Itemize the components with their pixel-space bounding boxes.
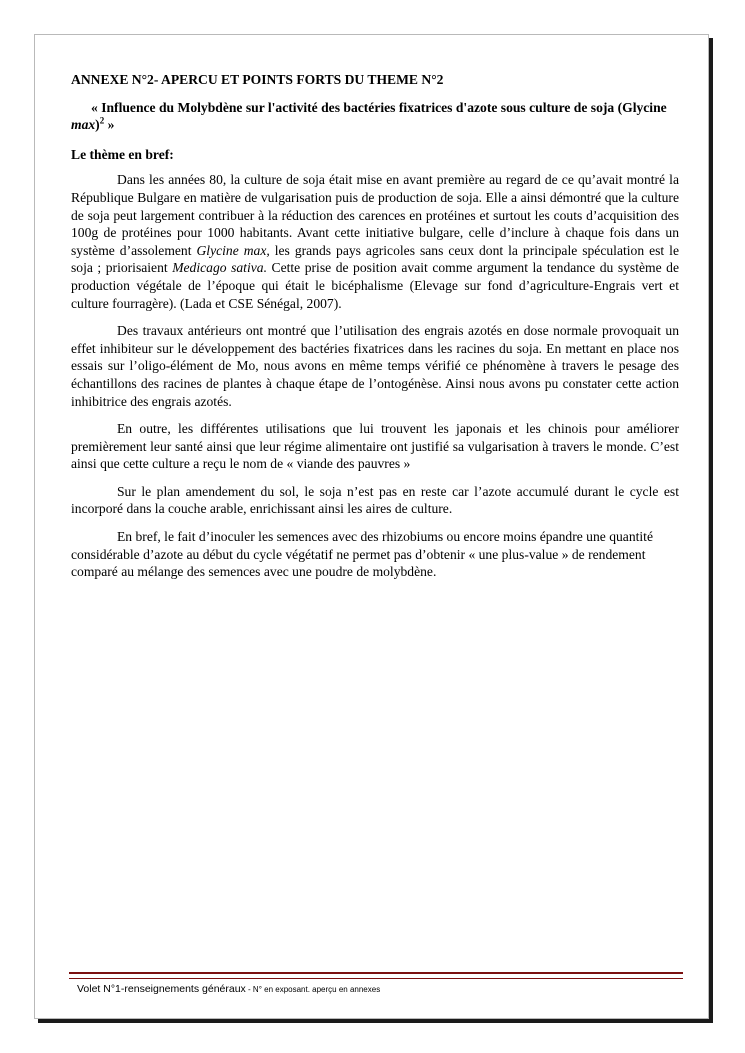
paragraph-5: En bref, le fait d’inoculer les semences avec des rhizobiums ou encore moins épandre une quantité considérable d’azote au début du cycle végétatif ne permet pas d’obtenir « une plus-value » de rendement comparé au mélange des semences avec une poudre de molybdène. [71, 529, 653, 580]
p1-part-b: les grands pays agricoles sans ceux dont la principale spéculation est le soja ; priorisaient [71, 242, 679, 276]
summary-subheading: Le thème en bref: [71, 146, 174, 162]
paragraph-1 [71, 171, 679, 312]
paragraph-2: Des travaux antérieurs ont montré que l’utilisation des engrais azotés en dose normale provoquait un effet inhibiteur sur le développement des bactéries fixatrices dans les racines du soja. En mettant en place nos essais sur l’oligo-élément de Mo, nous avons en même temps vérifié ce phénomène à travers le pesage des échantillons des racines de plantes à chaque étape de l’ontogénèse. Ainsi nous avons pu constater cette action inhibitrice des engrais azotés. [71, 323, 679, 409]
document-page [34, 34, 709, 1019]
title-superscript: 2 [99, 115, 105, 126]
title-main: Influence du Molybdène sur l'activité des bactéries fixatrices d'azote sous culture de soja (Glycine [101, 99, 667, 115]
title-close-quote: » [104, 117, 115, 133]
p1-italic-glycine: Glycine max, [196, 242, 270, 258]
p1-italic-medicago: Medicago sativa. [172, 260, 267, 276]
annex-heading: ANNEXE N°2- APERCU ET POINTS FORTS DU THEME N°2 [71, 72, 444, 87]
page-content [71, 71, 679, 591]
p1-part-c: Cette prise de position avait comme argument la tendance du système de production végétale de l’époque qui était le bicéphalisme (Elevage sur fond d’agriculture-Engrais vert et culture fourragère). (Lada et CSE Sénégal, 2007). [71, 260, 680, 311]
footer-main-text: Volet N°1-renseignements généraux [77, 983, 246, 995]
title-italic: max [71, 117, 96, 133]
paragraph-4: Sur le plan amendement du sol, le soja n’est pas en reste car l’azote accumulé durant le cycle est incorporé dans la couche arable, enrichissant ainsi les aires de culture. [71, 483, 679, 517]
title-close-paren: ) [95, 117, 100, 133]
footer-divider [69, 972, 683, 979]
paragraph-3: En outre, les différentes utilisations que lui trouvent les japonais et les chinois pour améliorer premièrement leur santé ainsi que leur régime alimentaire ont justifié sa vulgarisation à travers le monde. C’est ainsi que cette culture a reçu le nom de « viande des pauvres » [71, 421, 679, 472]
page-footer [77, 983, 380, 995]
footer-small-text: - N° en exposant. aperçu en annexes [245, 985, 381, 994]
p1-part-a: Dans les années 80, la culture de soja était mise en avant première au regard de ce qu’avait montré la République Bulgare en matière de vulgarisation puis de production de soja. Elle a ainsi démontré que la culture de soja peut largement contribuer à la réduction des carences en protéines et surtout les couts d’acquisition des 100g de protéines pour 1000 habitants. Avant cette initiative bulgare, celle d’inclure à chaque fois dans un système d’assolement [71, 172, 679, 258]
theme-title [71, 99, 679, 134]
title-open-quote: « [91, 99, 102, 115]
